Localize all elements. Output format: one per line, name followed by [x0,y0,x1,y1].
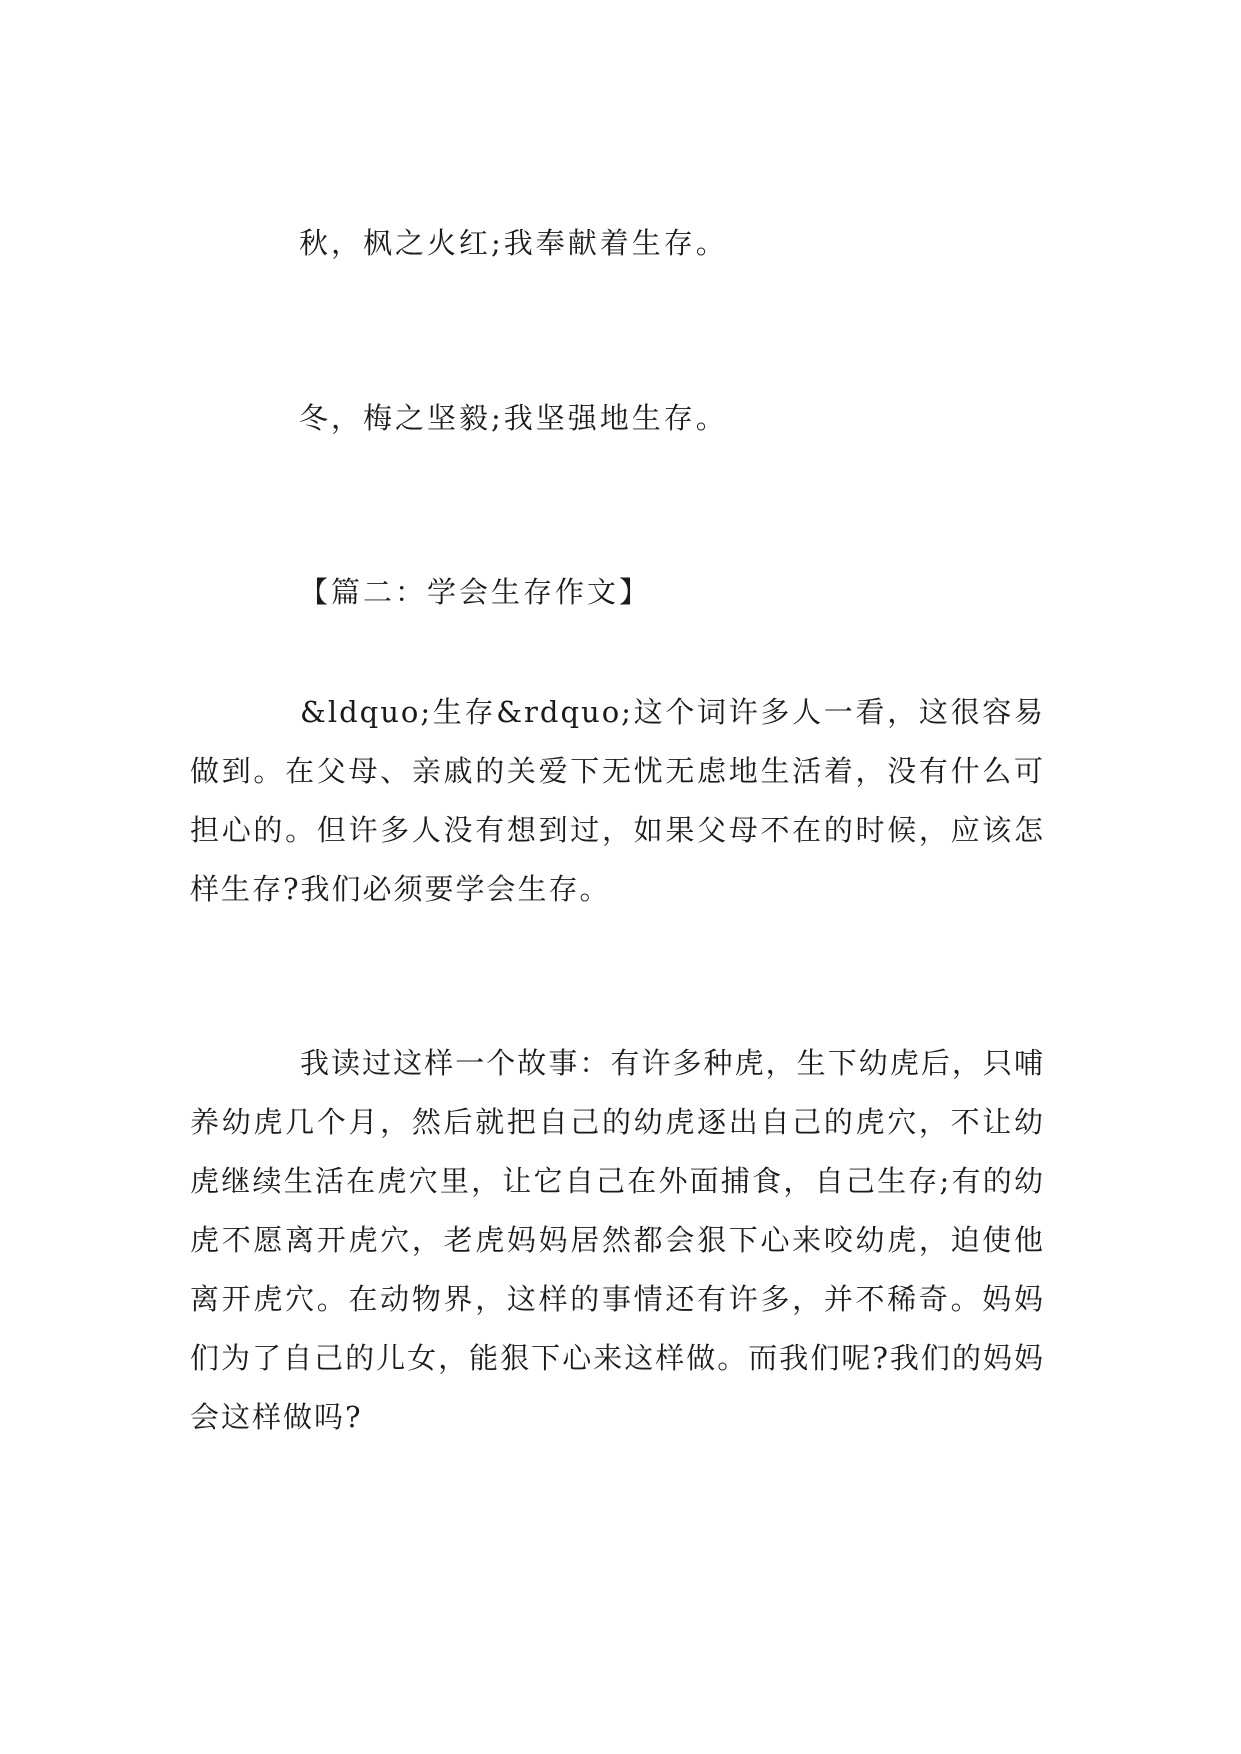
winter-line: 冬，梅之坚毅;我坚强地生存。 [299,401,728,435]
paragraph-survival-intro: &ldquo;生存&rdquo;这个词许多人一看，这很容易做到。在父母、亲戚的关爱下无忧无虑地生活着，没有什么可担心的。但许多人没有想到过，如果父母不在的时候，应该怎样生存?我们必须要学会生存。 [190,695,1045,906]
section-heading: 【篇二：学会生存作文】 [299,575,652,609]
paragraph-tiger-story: 我读过这样一个故事：有许多种虎，生下幼虎后，只哺养幼虎几个月，然后就把自己的幼虎逐出自己的虎穴，不让幼虎继续生活在虎穴里，让它自己在外面捕食，自己生存;有的幼虎不愿离开虎穴，老虎妈妈居然都会狠下心来咬幼虎，迫使他离开虎穴。在动物界，这样的事情还有许多，并不稀奇。妈妈们为了自己的儿女，能狠下心来这样做。而我们呢?我们的妈妈会这样做吗? [190,1046,1045,1434]
autumn-line: 秋，枫之火红;我奉献着生存。 [299,226,728,260]
